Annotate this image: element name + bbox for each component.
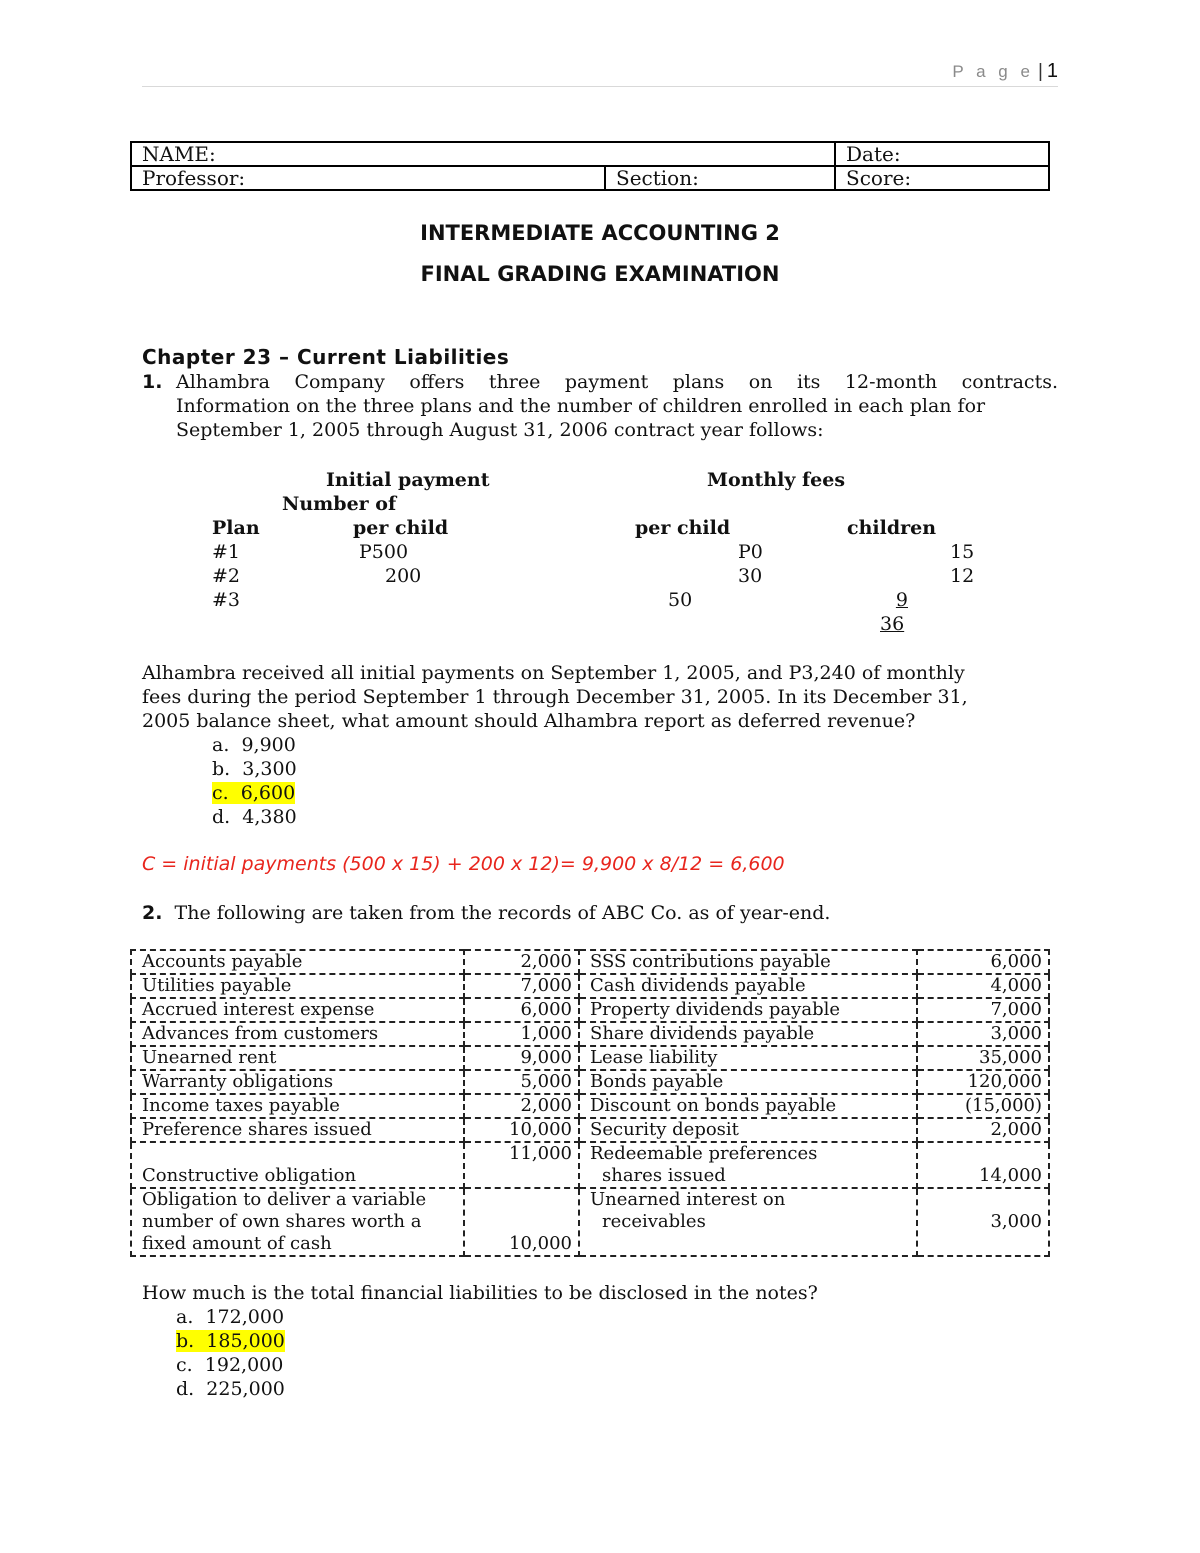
row-label-line: number of own shares worth a: [142, 1211, 422, 1232]
option-b-highlight: [176, 1330, 285, 1352]
header-plan: Plan: [212, 517, 260, 539]
row-label-right: Bonds payable: [579, 1070, 917, 1094]
row-amount-right: 7,000: [917, 998, 1049, 1022]
question-1-stem-line-3: 2005 balance sheet, what amount should Alhambra report as deferred revenue?: [142, 710, 916, 732]
plan-1-label: #1: [212, 541, 241, 563]
question-1-stem-line-1: Alhambra received all initial payments on September 1, 2005, and P3,240 of monthly: [142, 662, 965, 684]
table-row: [131, 950, 1049, 974]
option-a[interactable]: [212, 733, 297, 757]
header-children: children: [847, 517, 937, 539]
row-label-line: Obligation to deliver a variable: [142, 1189, 427, 1210]
question-1-number: 1.: [142, 371, 163, 393]
liabilities-table: [130, 949, 1050, 1257]
plan-1-monthly: P0: [738, 541, 763, 563]
row-label-right: SSS contributions payable: [579, 950, 917, 974]
page-label: P a g e: [952, 62, 1034, 81]
plan-table: [0, 0, 1200, 640]
row-amount-right: 14,000: [917, 1142, 1049, 1188]
row-label-right: [579, 1188, 917, 1256]
row-label: Advances from customers: [131, 1022, 464, 1046]
option-letter: a.: [212, 734, 230, 756]
row-label-right: Share dividends payable: [579, 1022, 917, 1046]
row-amount-right: 6,000: [917, 950, 1049, 974]
question-1-stem-line-2: fees during the period September 1 through December 31, 2005. In its December 31,: [142, 686, 968, 708]
row-amount-right: 3,000: [917, 1022, 1049, 1046]
option-letter: d.: [176, 1378, 195, 1400]
table-row: [131, 1188, 1049, 1256]
option-value: 225,000: [206, 1378, 285, 1400]
date-field: Date:: [835, 142, 1049, 166]
row-amount: 10,000: [464, 1118, 579, 1142]
row-amount-right: 4,000: [917, 974, 1049, 998]
option-letter: b.: [212, 758, 231, 780]
page-number: 1: [1046, 60, 1058, 82]
table-row: [131, 1022, 1049, 1046]
row-label-right: Discount on bonds payable: [579, 1094, 917, 1118]
question-1-options: [212, 733, 297, 829]
option-c[interactable]: [176, 1353, 285, 1377]
header-monthly-fees: Monthly fees: [707, 469, 846, 491]
row-amount: 5,000: [464, 1070, 579, 1094]
plan-1-initial: P500: [359, 541, 409, 563]
option-c-highlight: [212, 782, 295, 804]
name-field: NAME:: [131, 142, 835, 166]
row-amount-right: (15,000): [917, 1094, 1049, 1118]
plan-2-label: #2: [212, 565, 241, 587]
plan-1-children: 15: [950, 541, 975, 563]
row-label-right-line: receivables: [602, 1211, 706, 1232]
professor-field: Professor:: [131, 166, 605, 190]
exam-title: FINAL GRADING EXAMINATION: [420, 262, 780, 286]
table-row: [131, 1094, 1049, 1118]
row-label-right: Security deposit: [579, 1118, 917, 1142]
row-label-right: Cash dividends payable: [579, 974, 917, 998]
option-letter: c.: [176, 1354, 193, 1376]
row-amount: 2,000: [464, 1094, 579, 1118]
option-d[interactable]: [176, 1377, 285, 1401]
option-a[interactable]: [176, 1305, 285, 1329]
question-2-prompt: How much is the total financial liabilities to be disclosed in the notes?: [142, 1282, 818, 1304]
table-row: [131, 998, 1049, 1022]
option-value: 185,000: [206, 1330, 285, 1352]
plan-2-initial: 200: [385, 565, 422, 587]
section-field: Section:: [605, 166, 835, 190]
table-row: [131, 1046, 1049, 1070]
row-label: Preference shares issued: [131, 1118, 464, 1142]
question-1-line-1: Alhambra Company offers three payment plans on its 12-month contracts.: [176, 371, 1058, 393]
row-label: Accounts payable: [131, 950, 464, 974]
row-label-line: fixed amount of cash: [142, 1233, 332, 1254]
row-amount-right: 2,000: [917, 1118, 1049, 1142]
row-amount: 2,000: [464, 950, 579, 974]
table-row: [131, 974, 1049, 998]
row-label-right: Property dividends payable: [579, 998, 917, 1022]
table-row: [131, 1070, 1049, 1094]
option-value: 9,900: [241, 734, 296, 756]
row-amount: 10,000: [464, 1188, 579, 1256]
header-number-of: Number of: [282, 493, 397, 515]
option-value: 172,000: [205, 1306, 285, 1328]
option-value: 4,380: [242, 806, 297, 828]
option-letter: c.: [212, 782, 229, 804]
option-value: 3,300: [242, 758, 297, 780]
row-label-right: Lease liability: [579, 1046, 917, 1070]
header-per-child-initial: per child: [353, 517, 449, 539]
row-label-right-line: Redeemable preferences: [590, 1143, 818, 1164]
option-b[interactable]: [212, 757, 297, 781]
header-per-child-monthly: per child: [635, 517, 731, 539]
question-1-line-2: Information on the three plans and the number of children enrolled in each plan for: [176, 395, 986, 417]
question-1-stem: [142, 661, 1058, 733]
plan-3-children: 9: [895, 589, 908, 611]
row-amount: 7,000: [464, 974, 579, 998]
row-label: Unearned rent: [131, 1046, 464, 1070]
row-label: Constructive obligation: [131, 1142, 464, 1188]
row-label-right-line: Unearned interest on: [590, 1189, 786, 1210]
option-d[interactable]: [212, 805, 297, 829]
row-amount-right: 3,000: [917, 1188, 1049, 1256]
plan-3-label: #3: [212, 589, 241, 611]
table-row: [131, 1142, 1049, 1188]
score-field: Score:: [835, 166, 1049, 190]
row-label: Accrued interest expense: [131, 998, 464, 1022]
row-label: Warranty obligations: [131, 1070, 464, 1094]
question-2-number: 2.: [142, 902, 163, 924]
row-amount: 11,000: [464, 1142, 579, 1188]
row-label-right-line: shares issued: [602, 1165, 726, 1186]
row-amount: 6,000: [464, 998, 579, 1022]
row-amount-right: 120,000: [917, 1070, 1049, 1094]
row-label: Income taxes payable: [131, 1094, 464, 1118]
row-amount: 1,000: [464, 1022, 579, 1046]
option-value: 192,000: [204, 1354, 284, 1376]
course-title: INTERMEDIATE ACCOUNTING 2: [420, 221, 780, 245]
question-2-text: The following are taken from the records of ABC Co. as of year-end.: [174, 902, 831, 924]
option-letter: a.: [176, 1306, 194, 1328]
question-2-options: [176, 1305, 285, 1401]
answer-explanation: C = initial payments (500 x 15) + 200 x 12)= 9,900 x 8/12 = 6,600: [142, 853, 785, 875]
row-amount-right: 35,000: [917, 1046, 1049, 1070]
row-label: Utilities payable: [131, 974, 464, 998]
row-label: [131, 1188, 464, 1256]
chapter-heading: Chapter 23 – Current Liabilities: [142, 345, 510, 369]
question-2: [142, 901, 830, 925]
row-label-right: [579, 1142, 917, 1188]
option-letter: d.: [212, 806, 231, 828]
row-amount: 9,000: [464, 1046, 579, 1070]
question-1-line-3: September 1, 2005 through August 31, 2006 contract year follows:: [176, 419, 824, 441]
plan-3-monthly: 50: [668, 589, 693, 611]
header-initial-payment: Initial payment: [326, 469, 490, 491]
total-children: 36: [880, 613, 905, 635]
option-letter: b.: [176, 1330, 195, 1352]
plan-2-monthly: 30: [738, 565, 763, 587]
page-separator: |: [1037, 61, 1043, 82]
option-value: 6,600: [240, 782, 296, 804]
table-row: [131, 1118, 1049, 1142]
option-b[interactable]: [176, 1329, 285, 1353]
plan-2-children: 12: [950, 565, 975, 587]
option-c[interactable]: [212, 781, 297, 805]
